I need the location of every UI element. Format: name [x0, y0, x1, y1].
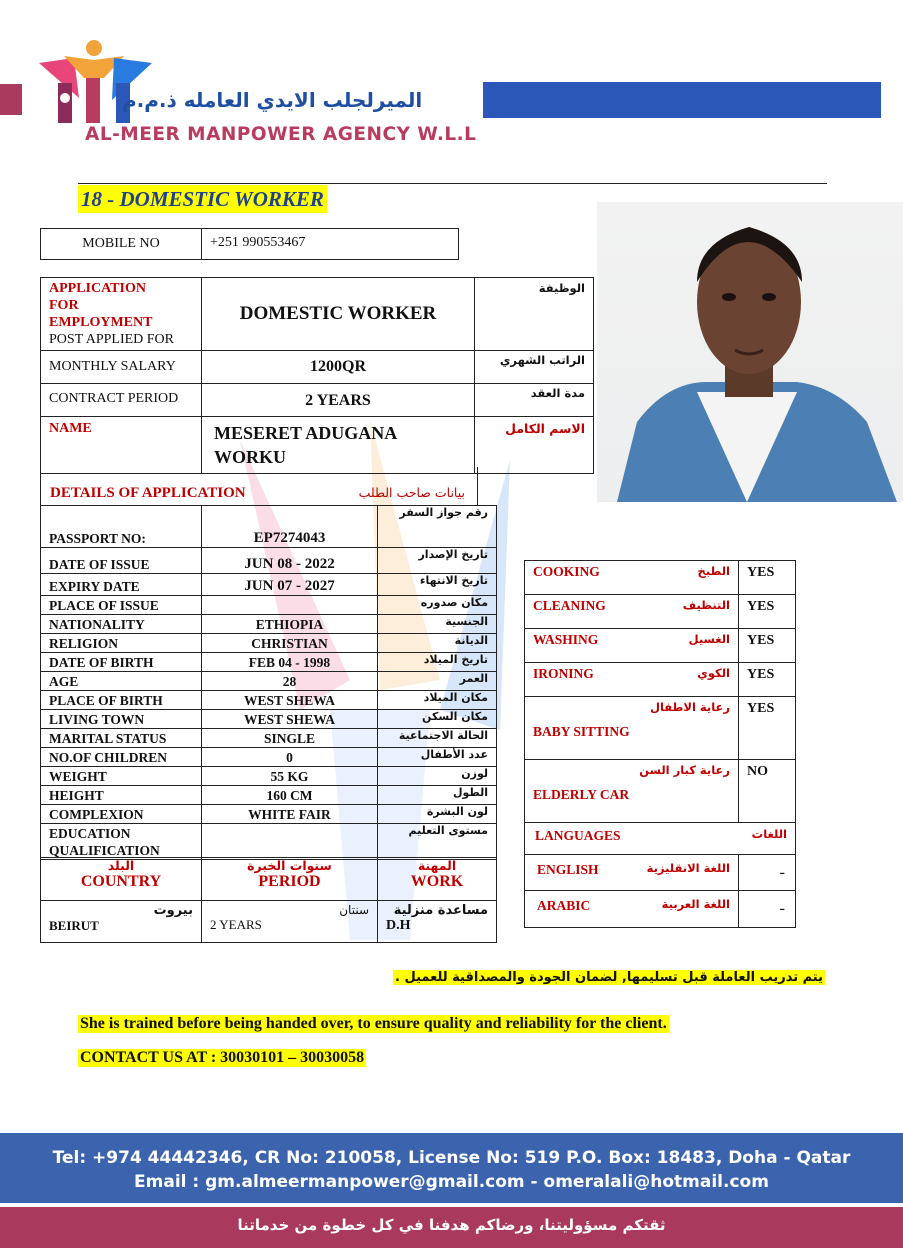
- details-value: SINGLE: [202, 729, 378, 748]
- details-value: 0: [202, 748, 378, 767]
- mobile-value: +251 990553467: [202, 229, 459, 260]
- skill-label-cell: [525, 663, 739, 697]
- details-label: HEIGHT: [41, 786, 202, 805]
- skill-label-ar: الكوي: [697, 666, 730, 680]
- details-label-ar: لون البشرة: [378, 805, 497, 824]
- name-label: NAME: [41, 417, 202, 474]
- skill-label-cell: [525, 561, 739, 595]
- details-label-ar: مستوى التعليم: [378, 824, 497, 860]
- details-label-ar: تاريخ الانتهاء: [378, 574, 497, 596]
- exp-work-head: [378, 858, 497, 901]
- skill-label: ELDERLY CAR: [533, 787, 630, 802]
- skill-label-cell: [525, 697, 739, 760]
- language-label-ar: اللغة الانقليزية: [646, 861, 730, 875]
- details-label-ar: العمر: [378, 672, 497, 691]
- details-row: [41, 615, 497, 634]
- details-row: [41, 653, 497, 672]
- mobile-label: MOBILE NO: [41, 229, 202, 260]
- details-table: [40, 505, 497, 860]
- details-value: WHITE FAIR: [202, 805, 378, 824]
- skill-row: [525, 697, 796, 760]
- language-label-cell: [525, 891, 739, 928]
- exp-period-head-en: PERIOD: [258, 873, 321, 890]
- position-value: DOMESTIC WORKER: [202, 278, 475, 351]
- details-value: FEB 04 - 1998: [202, 653, 378, 672]
- details-value: WEST SHEWA: [202, 710, 378, 729]
- exp-country-cell: [41, 901, 202, 943]
- details-value: 28: [202, 672, 378, 691]
- skill-label: COOKING: [533, 564, 600, 579]
- language-value: -: [739, 855, 796, 891]
- exp-work-cell: [378, 901, 497, 943]
- skill-row: [525, 629, 796, 663]
- details-row: [41, 596, 497, 615]
- details-label-ar: مكان الميلاد: [378, 691, 497, 710]
- details-row: [41, 729, 497, 748]
- mobile-table: [40, 228, 459, 260]
- name-label-ar: الاسم الكامل: [475, 417, 594, 474]
- details-value: JUN 08 - 2022: [202, 548, 378, 574]
- language-label-ar: اللغة العربية: [661, 897, 730, 911]
- details-row: [41, 786, 497, 805]
- details-row: [41, 748, 497, 767]
- footer-line-1: Tel: +974 44442346, CR No: 210058, License No: 519 P.O. Box: 18483, Doha - Qatar: [52, 1148, 851, 1168]
- details-label: LIVING TOWN: [41, 710, 202, 729]
- details-label-ar: مكان السكن: [378, 710, 497, 729]
- exp-period-head-ar: سنوات الخبرة: [247, 858, 332, 873]
- exp-country-head: [41, 858, 202, 901]
- company-logo-icon: [34, 38, 154, 128]
- details-value: [202, 596, 378, 615]
- skill-label: BABY SITTING: [533, 724, 630, 739]
- exp-period-cell: [202, 901, 378, 943]
- exp-work: D.H: [386, 918, 411, 933]
- details-label-ar: الجنسية: [378, 615, 497, 634]
- salary-label-ar: الراتب الشهري: [475, 351, 594, 384]
- language-value: -: [739, 891, 796, 928]
- skills-table: [524, 560, 796, 928]
- skill-row: [525, 595, 796, 629]
- contract-label: CONTRACT PERIOD: [41, 384, 202, 417]
- language-row: [525, 855, 796, 891]
- details-label: AGE: [41, 672, 202, 691]
- skill-label-ar: الطبخ: [697, 564, 730, 578]
- details-value: WEST SHEWA: [202, 691, 378, 710]
- language-label: ARABIC: [537, 898, 591, 913]
- exp-period-ar: سنتان: [339, 903, 369, 917]
- position-label-ar: الوظيفة: [475, 278, 594, 351]
- details-label-ar: الديانة: [378, 634, 497, 653]
- note-english: She is trained before being handed over, to ensure quality and reliability for the client.: [80, 1015, 667, 1032]
- contract-value: 2 YEARS: [202, 384, 475, 417]
- exp-work-head-ar: المهنة: [417, 858, 457, 873]
- salary-label: MONTHLY SALARY: [41, 351, 202, 384]
- details-label-ar: الطول: [378, 786, 497, 805]
- details-value: 55 KG: [202, 767, 378, 786]
- details-value: [202, 824, 378, 860]
- details-value: EP7274043: [202, 506, 378, 548]
- skill-label-cell: [525, 760, 739, 823]
- details-label: DATE OF BIRTH: [41, 653, 202, 672]
- details-label: EXPIRY DATE: [41, 574, 202, 596]
- details-row: [41, 548, 497, 574]
- details-label-ar: تاريخ الإصدار: [378, 548, 497, 574]
- skill-label-ar: رعاية الاطفال: [649, 700, 730, 714]
- details-label: PASSPORT NO:: [41, 506, 202, 548]
- details-label-ar: عدد الأطفال: [378, 748, 497, 767]
- details-label-ar: بيانات صاحب الطلب: [358, 485, 465, 500]
- details-row: [41, 767, 497, 786]
- application-label-cell: [41, 278, 202, 351]
- experience-table: [40, 857, 497, 943]
- details-row: [41, 506, 497, 548]
- details-label-ar: مكان صدوره: [378, 596, 497, 615]
- details-value: ETHIOPIA: [202, 615, 378, 634]
- skill-value: YES: [739, 697, 796, 760]
- skill-row: [525, 760, 796, 823]
- details-row: [41, 672, 497, 691]
- details-row: [41, 574, 497, 596]
- details-label: PLACE OF ISSUE: [41, 596, 202, 615]
- skill-label: IRONING: [533, 666, 594, 681]
- details-label-ar: الحالة الاجتماعية: [378, 729, 497, 748]
- exp-work-head-en: WORK: [410, 873, 464, 890]
- skill-row: [525, 663, 796, 697]
- details-label: COMPLEXION: [41, 805, 202, 824]
- details-label-ar: رقم جواز السفر: [378, 506, 497, 548]
- details-label-ar: تاريخ الميلاد: [378, 653, 497, 672]
- skill-label-ar: الغسيل: [688, 632, 730, 646]
- footer-slogan: ثقتكم مسؤوليتنا، ورضاكم هدفنا في كل خطوة من خدماتنا: [237, 1216, 666, 1234]
- details-row: [41, 824, 497, 860]
- details-row: [41, 634, 497, 653]
- exp-period: 2 YEARS: [210, 917, 262, 932]
- skill-label-ar: التنظيف: [682, 598, 730, 612]
- exp-work-ar: مساعدة منزلية: [393, 903, 488, 918]
- skill-row: [525, 561, 796, 595]
- skill-value: NO: [739, 760, 796, 823]
- company-name-english: AL-MEER MANPOWER AGENCY W.L.L: [85, 124, 477, 145]
- details-value: 160 CM: [202, 786, 378, 805]
- salary-value: 1200QR: [202, 351, 475, 384]
- skill-label-cell: [525, 595, 739, 629]
- details-row: [41, 710, 497, 729]
- skill-value: YES: [739, 561, 796, 595]
- details-label: DATE OF ISSUE: [41, 548, 202, 574]
- exp-period-head: [202, 858, 378, 901]
- skill-value: YES: [739, 629, 796, 663]
- details-row: [41, 691, 497, 710]
- application-table: [40, 277, 594, 474]
- language-row: [525, 891, 796, 928]
- details-label-ar: لوزن: [378, 767, 497, 786]
- skill-label-ar: رعاية كبار السن: [639, 763, 730, 777]
- details-value: JUN 07 - 2027: [202, 574, 378, 596]
- details-label: MARITAL STATUS: [41, 729, 202, 748]
- languages-header: [525, 823, 796, 855]
- applicant-portrait-icon: [597, 202, 903, 502]
- skill-label: WASHING: [533, 632, 599, 647]
- post-applied-label: POST APPLIED FOR: [49, 332, 175, 347]
- details-label: NATIONALITY: [41, 615, 202, 634]
- languages-label-ar: اللغات: [751, 827, 787, 841]
- languages-header-row: [525, 823, 796, 855]
- title-rule: [78, 183, 827, 184]
- skill-label-cell: [525, 629, 739, 663]
- language-label-cell: [525, 855, 739, 891]
- note-arabic: يتم تدريب العاملة قبل تسليمها, لضمان الجودة والمصداقية للعميل .: [395, 970, 823, 985]
- applicant-photo: [597, 202, 903, 502]
- contract-label-ar: مدة العقد: [475, 384, 594, 417]
- details-label: WEIGHT: [41, 767, 202, 786]
- details-value: CHRISTIAN: [202, 634, 378, 653]
- skill-label: CLEANING: [533, 598, 606, 613]
- footer-contact-band: [0, 1133, 903, 1203]
- application-for-employment-label: APPLICATION FOR EMPLOYMENT: [49, 281, 153, 330]
- language-label: ENGLISH: [537, 862, 599, 877]
- details-label: NO.OF CHILDREN: [41, 748, 202, 767]
- details-row: [41, 805, 497, 824]
- details-header: [40, 467, 478, 505]
- details-label: DETAILS OF APPLICATION: [50, 485, 246, 501]
- header-accent-right: [483, 82, 881, 118]
- languages-label: LANGUAGES: [535, 828, 621, 843]
- exp-country-head-en: COUNTRY: [80, 873, 162, 890]
- skill-value: YES: [739, 663, 796, 697]
- exp-country-ar: بيروت: [153, 903, 193, 918]
- footer-line-2: Email : gm.almeermanpower@gmail.com - omeralali@hotmail.com: [134, 1172, 769, 1192]
- contact-line: CONTACT US AT : 30030101 – 30030058: [80, 1049, 365, 1066]
- details-label: PLACE OF BIRTH: [41, 691, 202, 710]
- page-title: 18 - DOMESTIC WORKER: [78, 185, 327, 213]
- details-label: EDUCATION QUALIFICATION: [41, 824, 202, 860]
- header-accent-left: [0, 84, 22, 115]
- skill-value: YES: [739, 595, 796, 629]
- exp-country: BEIRUT: [49, 918, 99, 933]
- company-name-arabic: الميرلجلب الايدي العامله ذ.م.م: [122, 88, 423, 112]
- name-value: MESERET ADUGANA WORKU: [202, 417, 475, 474]
- details-label: RELIGION: [41, 634, 202, 653]
- exp-country-head-ar: البلد: [107, 858, 135, 873]
